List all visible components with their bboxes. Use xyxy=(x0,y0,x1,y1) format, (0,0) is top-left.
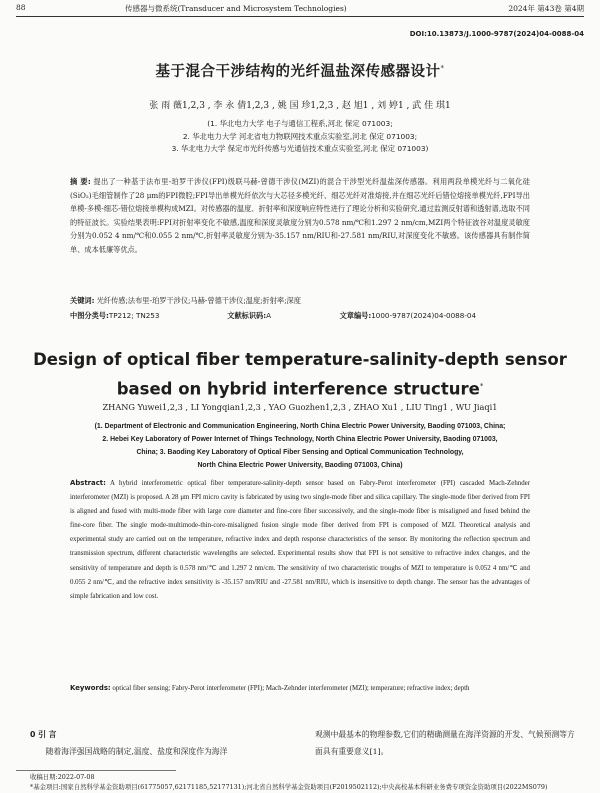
chinese-affiliation-line: 2. 华北电力大学 河北省电力物联网技术重点实验室,河北 保定 071003; xyxy=(182,131,418,141)
doc-code-label: 文献标识码: xyxy=(227,311,267,320)
chinese-title-mark: * xyxy=(440,64,445,73)
received-date: 收稿日期:2022-07-08 xyxy=(30,773,95,781)
english-title-line1: Design of optical fiber temperature-salinity-depth sensor xyxy=(33,350,567,369)
chinese-keywords-text: 光纤传感;法布里-珀罗干涉仪;马赫-曾德干涉仪;温度;折射率;深度 xyxy=(96,296,301,305)
english-abstract-label: Abstract: xyxy=(70,479,106,487)
english-title-line2-text: based on hybrid interference structure xyxy=(116,379,480,399)
english-title-line2 xyxy=(0,373,600,403)
chinese-abstract-text: 提出了一种基于法布里-珀罗干涉仪(FPI)级联马赫-曾德干涉仪(MZI)的混合干涉型光纤温盐深传感器。利用两段单模光纤与二氧化硅(SiO₂)毛细管制作了28 μm的FPI微腔;FPI导出单模光纤依次与大芯径多模光纤、细芯光纤对准熔接,并在细芯光纤后错位熔接单模光纤,FPI导出单模-多模-细芯-错位熔接单模构成MZI。对传感器的温度、折射率和深度响应特性进行了理论分析和实验研究,通过监测反射谱和透射谱,选取不同的特征波长。实验结果表明:FPI对折射率变化不敏感,温度和深度灵敏度分别为0.578 nm/℃和1.297 2 nm/cm,MZI两个特征波谷对温度灵敏度分别为0.052 4 nm/℃和0.055 2 nm/℃,折射率灵敏度分别为-35.157 nm/RIU和-27.581 nm/RIU,对深度变化不敏感。该传感器具有制作简单、成本低廉等优点。 xyxy=(70,177,530,254)
body-paragraph: 随着海洋强国战略的制定,温度、盐度和深度作为海洋 xyxy=(45,747,228,756)
english-abstract-text: A hybrid interferometric optical fiber temperature-salinity-depth sensor based on Fabry-Perot interferometer (FPI) cascaded Mach-Zehnder interferometer (MZI) is proposed. A 28 μm FPI micro cavity is fabricated by using two single-mode fiber and silica capillary. The single-mode fiber derived from FPI is aligned and fused with multi-mode fiber with large core diameter and fine-core fiber successively, and the single-mode fiber is misaligned and fused behind the fine-core fiber. The single mode-multimode-thin-core-misaligned fusion single mode fiber derived from FPI is composed of MZI. Theoretical analysis and experimental study are carried out on the temperature, refractive index and depth response characteristics of the sensor. By monitoring the reflection spectrum and transmission spectrum, different characteristic wavelengths are selected. Experimental results show that FPI is not sensitive to refractive index changes, and the sensitivity of temperature and depth is 0.578 nm/℃ and 1.297 2 nm/cm. The sensitivity of two characteristic troughs of MZI to temperature is 0.052 4 nm/℃ and 0.055 2 nm/℃, and the refractive index sensitivity is -35.157 nm/RIU and -27.581 nm/RIU, which is insensitive to depth change. The sensor has the advantages of simple fabrication and low cost. xyxy=(70,480,531,600)
page-number: 88 xyxy=(16,3,26,12)
english-title-mark: * xyxy=(479,382,484,390)
doc-code: A xyxy=(266,311,272,320)
english-affiliation-line: China; 3. Baoding Key Laboratory of Optical Fiber Sensing and Optical Communication Technology, xyxy=(136,449,464,456)
english-affiliation-line: 2. Hebei Key Laboratory of Power Internet of Things Technology, North China Electric Power University, Baoding 071003, xyxy=(102,436,498,443)
footnote-rule xyxy=(16,770,176,771)
issue-info: 2024年 第43卷 第4期 xyxy=(508,4,584,13)
clc-label: 中图分类号: xyxy=(70,311,109,320)
running-header xyxy=(0,0,600,16)
chinese-title xyxy=(0,60,600,81)
chinese-affiliation-line: (1. 华北电力大学 电子与通信工程系,河北 保定 071003; xyxy=(207,119,393,128)
chinese-affiliation-line: 3. 华北电力大学 保定市光纤传感与光通信技术重点实验室,河北 保定 071003) xyxy=(171,144,429,153)
chinese-authors: 张 雨 薇1,2,3 , 李 永 倩1,2,3 , 姚 国 珍1,2,3 , 赵 旭1 , 刘 婷1 , 武 佳 琪1 xyxy=(149,101,451,111)
english-affiliation-line: (1. Department of Electronic and Communication Engineering, North China Electric Power University, Baoding 071003, China; xyxy=(94,423,506,430)
header-rule xyxy=(16,16,584,17)
footnotes xyxy=(30,772,580,792)
english-affiliations xyxy=(8,420,592,472)
chinese-abstract-label: 摘 要: xyxy=(70,177,91,186)
english-keywords xyxy=(70,682,530,696)
body-paragraph-continued: 观测中最基本的物理参数,它们的精确测量在海洋资源的开发、气候预测等方面具有重要意义[1]。 xyxy=(315,730,575,756)
body-right-column xyxy=(315,726,575,760)
english-keywords-text: optical fiber sensing; Fabry-Perot interferometer (FPI); Mach-Zehnder interferometer (MZI); temperature; refractive index; depth xyxy=(112,685,470,692)
chinese-abstract xyxy=(70,175,530,256)
classification-line xyxy=(70,311,530,321)
doi: DOI:10.13873/J.1000-9787(2024)04-0088-04 xyxy=(409,30,584,38)
article-number-label: 文章编号: xyxy=(339,311,372,320)
chinese-affiliations xyxy=(0,118,600,156)
chinese-keywords-label: 关键词: xyxy=(70,296,95,305)
fund-info: *基金项目:国家自然科学基金资助项目(61775057,62171185,52177131);河北省自然科学基金资助项目(F2019502112);中央高校基本科研业务费专项资金资助项目(2022MS079) xyxy=(30,783,548,791)
body-left-column xyxy=(30,726,295,760)
chinese-title-text: 基于混合干涉结构的光纤温盐深传感器设计 xyxy=(155,64,441,80)
english-keywords-label: Keywords: xyxy=(70,684,111,692)
english-abstract xyxy=(70,476,530,604)
english-title xyxy=(0,346,600,403)
clc-code: TP212; TN253 xyxy=(108,311,160,320)
english-affiliation-line: North China Electric Power University, Baoding 071003, China) xyxy=(197,462,403,469)
article-number: 1000-9787(2024)04-0088-04 xyxy=(371,311,477,320)
section-heading: 0 引 言 xyxy=(30,730,57,739)
chinese-keywords xyxy=(70,296,530,306)
journal-name: 传感器与微系统(Transducer and Microsystem Technologies) xyxy=(125,4,347,13)
english-authors: ZHANG Yuwei1,2,3 , LI Yongqian1,2,3 , YAO Guozhen1,2,3 , ZHAO Xu1 , LIU Ting1 , WU Jiaqi1 xyxy=(102,402,498,412)
